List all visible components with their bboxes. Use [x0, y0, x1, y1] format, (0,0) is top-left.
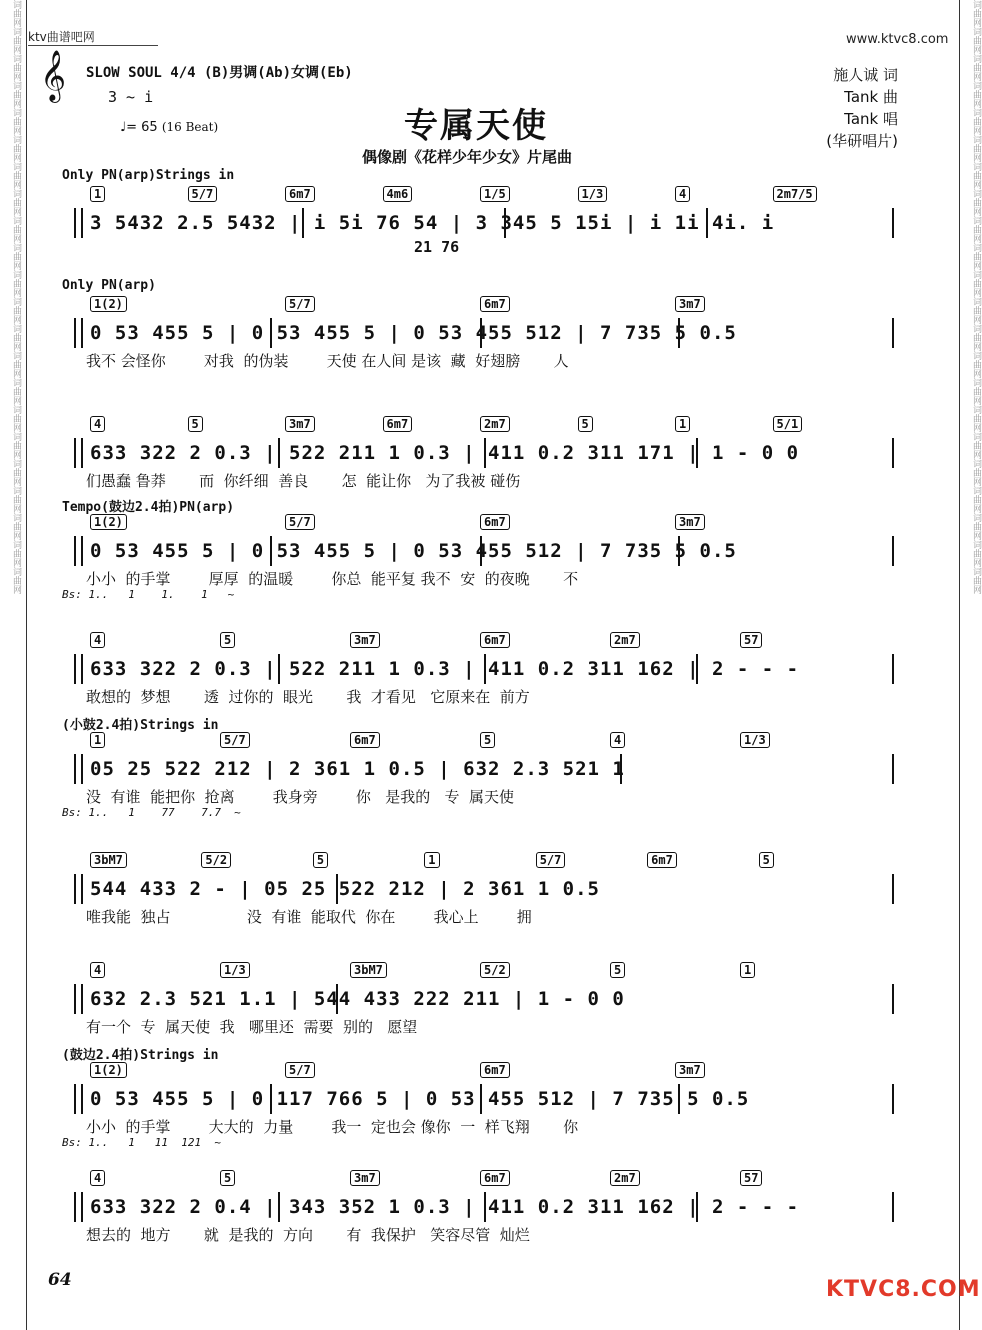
notation-line: 3 5432 2.5 5432 | i 5i 76 54 | 3 345 5 15i | i 1i 4i. i: [90, 212, 775, 234]
section-label: Only PN(arp): [62, 278, 156, 293]
chord-label: 1(2): [90, 1062, 127, 1078]
chord-label: 3m7: [675, 514, 705, 530]
bar-line: [892, 536, 894, 566]
chord-label: 6m7: [480, 1062, 510, 1078]
chord-label: 3bM7: [350, 962, 387, 978]
chord-label: 3bM7: [90, 852, 127, 868]
notation-line: 0 53 455 5 | 0 53 455 5 | 0 53 455 512 | 7 735 5 0.5: [90, 322, 737, 344]
notation-line: 632 2.3 521 1.1 | 544 433 222 211 | 1 - 0 0: [90, 988, 625, 1010]
chord-label: 3m7: [675, 296, 705, 312]
chord-label: 1/3: [220, 962, 250, 978]
chord-label: 1/3: [578, 186, 608, 202]
tempo-note: (16 Beat): [161, 120, 219, 134]
chord-label: 5: [188, 416, 203, 432]
chord-label: 5/2: [201, 852, 231, 868]
chord-label: 5: [313, 852, 328, 868]
song-subtitle: 偶像剧《花样少年少女》片尾曲: [362, 148, 573, 166]
chord-label: 2m7: [610, 632, 640, 648]
chord-label: 1(2): [90, 514, 127, 530]
chord-label: 5: [610, 962, 625, 978]
lyrics-line: 我不 会怪你 对我 的伪装 天使 在人间 是该 藏 好翅膀 人: [86, 352, 569, 370]
bar-line: [892, 318, 894, 348]
bar-line: [74, 1192, 83, 1222]
chord-label: 4: [90, 1170, 105, 1186]
credit-label: (华研唱片): [826, 132, 898, 150]
bar-line: [74, 654, 83, 684]
chord-label: 2m7: [610, 1170, 640, 1186]
notation-line: 633 322 2 0.4 | 343 352 1 0.3 | 411 0.2 311 162 | 2 - - -: [90, 1196, 800, 1218]
chord-label: 1: [675, 416, 690, 432]
bar-line: [74, 874, 83, 904]
chord-label: 57: [740, 632, 762, 648]
notation-line: 633 322 2 0.3 | 522 211 1 0.3 | 411 0.2 311 162 | 2 - - -: [90, 658, 800, 680]
chord-label: 3m7: [350, 1170, 380, 1186]
chord-label: 2m7: [480, 416, 510, 432]
chord-label: 6m7: [480, 514, 510, 530]
notation-line: 05 25 522 212 | 2 361 1 0.5 | 632 2.3 521 1: [90, 758, 625, 780]
chord-label: 6m7: [647, 852, 677, 868]
chord-label: 5: [759, 852, 774, 868]
lyrics-line: 没 有谁 能把你 抢离 我身旁 你 是我的 专 属天使: [86, 788, 515, 806]
bar-line: [892, 1192, 894, 1222]
chord-label: 5: [220, 1170, 235, 1186]
bar-line: [892, 208, 894, 238]
bar-line: [892, 654, 894, 684]
music-staff: [74, 208, 894, 256]
harmony-notes: 21 76: [414, 238, 460, 256]
section-label: Only PN(arp)Strings in: [62, 168, 235, 183]
chord-label: 4m6: [383, 186, 413, 202]
bar-line: [74, 208, 83, 238]
key-header: SLOW SOUL 4/4 (B)男调(Ab)女调(Eb): [86, 65, 353, 81]
section-label: (小鼓2.4拍)Strings in: [62, 718, 219, 733]
chord-label: 1(2): [90, 296, 127, 312]
treble-clef-icon: 𝄞: [40, 50, 67, 101]
side-watermark-left: 词曲网词曲网词曲网词曲网词曲网词曲网词曲网词曲网词曲网词曲网词曲网词曲网词曲网词曲网词曲网词曲网词曲网词曲网词曲网词曲网词曲网词曲网: [11, 0, 21, 594]
chord-label: 5: [578, 416, 593, 432]
chord-label: 6m7: [480, 296, 510, 312]
chord-label: 1: [424, 852, 439, 868]
chord-label: 6m7: [285, 186, 315, 202]
section-label: Tempo(鼓边2.4拍)PN(arp): [62, 500, 235, 515]
chord-label: 3m7: [675, 1062, 705, 1078]
chord-label: 1/5: [480, 186, 510, 202]
notation-line: 633 322 2 0.3 | 522 211 1 0.3 | 411 0.2 311 171 | 1 - 0 0: [90, 442, 800, 464]
bar-line: [892, 1084, 894, 1114]
chord-label: 3m7: [350, 632, 380, 648]
notation-line: 0 53 455 5 | 0 117 766 5 | 0 53 455 512 | 7 735 5 0.5: [90, 1088, 750, 1110]
bar-line: [892, 984, 894, 1014]
chord-label: 4: [610, 732, 625, 748]
bar-line: [74, 438, 83, 468]
chord-label: 1/3: [740, 732, 770, 748]
notation-line: 544 433 2 - | 05 25 522 212 | 2 361 1 0.5: [90, 878, 600, 900]
bar-line: [74, 1084, 83, 1114]
bar-line: [74, 984, 83, 1014]
bar-line: [74, 536, 83, 566]
chord-label: 5/7: [285, 1062, 315, 1078]
chord-label: 5: [220, 632, 235, 648]
credit-singer: Tank 唱: [844, 110, 898, 128]
notation-line: 0 53 455 5 | 0 53 455 5 | 0 53 455 512 | 7 735 5 0.5: [90, 540, 737, 562]
chord-label: 6m7: [383, 416, 413, 432]
page-number: 64: [48, 1270, 72, 1290]
bar-line: [74, 754, 83, 784]
lyrics-line: 敢想的 梦想 透 过你的 眼光 我 才看见 它原来在 前方: [86, 688, 530, 706]
chord-label: 1: [740, 962, 755, 978]
lyrics-line: 小小 的手掌 大大的 力量 我一 定也会 像你 一 样飞翔 你: [86, 1118, 579, 1136]
brand-logo: KTVC8.COM: [826, 1277, 981, 1302]
site-url: www.ktvc8.com: [846, 32, 949, 47]
lyrics-line: 小小 的手掌 厚厚 的温暖 你总 能平复 我不 安 的夜晚 不: [86, 570, 579, 588]
chord-label: 6m7: [480, 1170, 510, 1186]
credit-composer: Tank 曲: [844, 88, 898, 106]
tempo: [120, 120, 218, 135]
bass-line: Bs: 1.. 1 1. 1 ~: [62, 588, 235, 601]
bar-line: [74, 318, 83, 348]
chord-label: 4: [90, 416, 105, 432]
chord-label: 6m7: [480, 632, 510, 648]
chord-label: 5/7: [188, 186, 218, 202]
bass-line: Bs: 1.. 1 11 121 ~: [62, 1136, 221, 1149]
tempo-value: ♩= 65: [120, 120, 158, 135]
bar-line: [892, 438, 894, 468]
chord-label: 6m7: [350, 732, 380, 748]
lyrics-line: 们愚蠢 鲁莽 而 你纤细 善良 怎 能让你 为了我被 碰伤: [86, 472, 521, 490]
bar-line: [892, 754, 894, 784]
chord-label: 5/7: [285, 296, 315, 312]
chord-label: 1: [90, 186, 105, 202]
vocal-range: 3 ~ i: [108, 88, 154, 106]
chord-label: 1: [90, 732, 105, 748]
section-label: (鼓边2.4拍)Strings in: [62, 1048, 219, 1063]
chord-label: 5/7: [285, 514, 315, 530]
chord-label: 5: [480, 732, 495, 748]
chord-label: 57: [740, 1170, 762, 1186]
chord-label: 2m7/5: [773, 186, 817, 202]
chord-label: 3m7: [285, 416, 315, 432]
chord-label: 5/7: [220, 732, 250, 748]
chord-label: 5/7: [536, 852, 566, 868]
credit-lyricist: 施人诚 词: [833, 66, 898, 84]
chord-label: 5/1: [773, 416, 803, 432]
song-title: 专属天使: [404, 106, 548, 146]
bass-line: Bs: 1.. 1 77 7.7 ~: [62, 806, 241, 819]
chord-label: 4: [90, 632, 105, 648]
chord-label: 5/2: [480, 962, 510, 978]
chord-label: 4: [90, 962, 105, 978]
lyrics-line: 唯我能 独占 没 有谁 能取代 你在 我心上 拥: [86, 908, 532, 926]
lyrics-line: 想去的 地方 就 是我的 方向 有 我保护 笑容尽管 灿烂: [86, 1226, 530, 1244]
side-watermark-right: 词曲网词曲网词曲网词曲网词曲网词曲网词曲网词曲网词曲网词曲网词曲网词曲网词曲网词曲网词曲网词曲网词曲网词曲网词曲网词曲网词曲网词曲网: [971, 0, 981, 594]
site-logo-left: ktv曲谱吧网: [28, 28, 158, 46]
bar-line: [892, 874, 894, 904]
lyrics-line: 有一个 专 属天使 我 哪里还 需要 别的 愿望: [86, 1018, 418, 1036]
chord-label: 4: [675, 186, 690, 202]
